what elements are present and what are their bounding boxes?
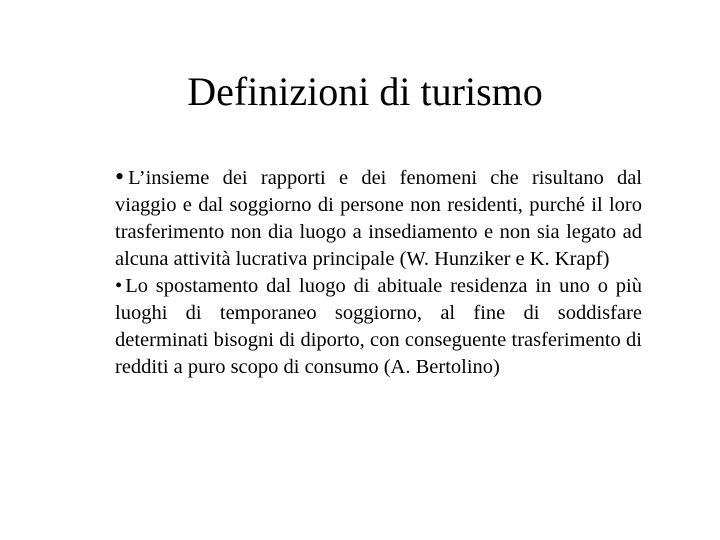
definition-paragraph-bertolino xyxy=(115,273,642,381)
slide-title: Definizioni di turismo xyxy=(187,69,543,114)
definition-text-hunziker-krapf: L’insieme dei rapporti e dei fenomeni che risultano dal viaggio e dal soggiorno di persone non residenti, purché il loro trasferimento non dia luogo a insediamento e non sia legato ad alcuna attività lucrativa principale (W. Hunziker e K. Krapf) xyxy=(115,167,642,270)
slide-body xyxy=(115,163,642,381)
bullet-icon: • xyxy=(115,162,125,191)
bullet-icon: • xyxy=(115,275,123,297)
definition-paragraph-hunziker-krapf xyxy=(115,163,642,273)
definition-text-bertolino: Lo spostamento dal luogo di abituale residenza in uno o più luoghi di temporaneo soggiorno, al fine di soddisfare determinati bisogni di diporto, con conseguente trasferimento di redditi a puro scopo di consumo (A. Bertolino) xyxy=(115,275,642,378)
